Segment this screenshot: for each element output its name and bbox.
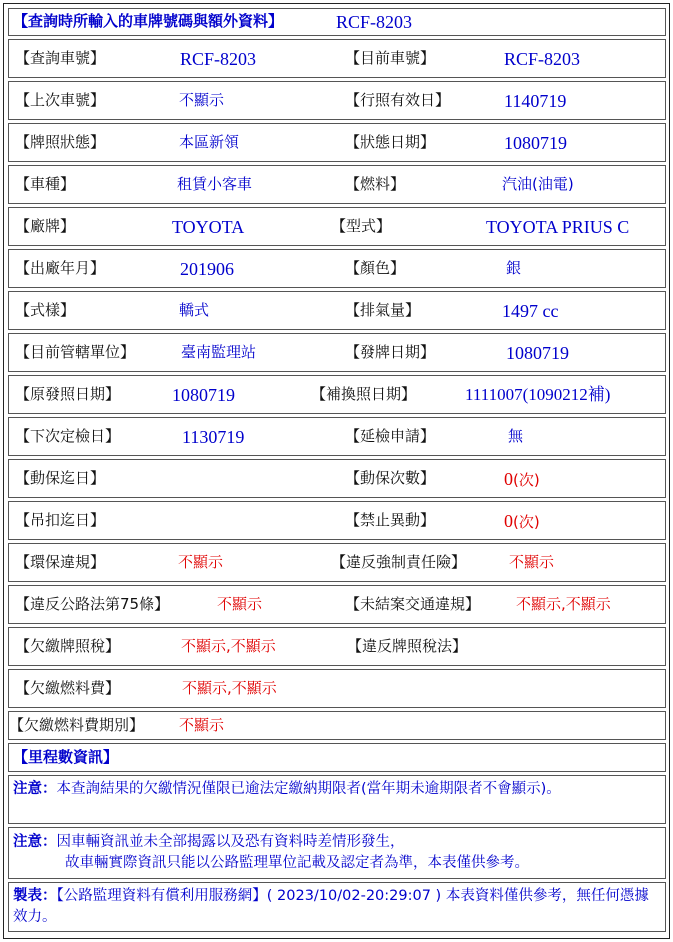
header-box bbox=[8, 8, 666, 36]
mileage-label: 【里程數資訊】 bbox=[13, 748, 119, 766]
value-environmental-violation: 不顯示 bbox=[178, 553, 224, 571]
value-model: TOYOTA PRIUS C bbox=[486, 217, 630, 237]
lien-count-number: 0 bbox=[504, 469, 513, 489]
note2-line1: 因車輛資訊並未全部揭露以及恐有資料時差情形發生， bbox=[56, 834, 405, 850]
mileage-box bbox=[8, 743, 666, 772]
label-issue-date: 【發牌日期】 bbox=[345, 343, 436, 361]
value-license-valid-date: 1140719 bbox=[504, 91, 567, 111]
label-lien-expiry: 【動保迄日】 bbox=[15, 469, 106, 487]
value-unpaid-license-tax: 不顯示,不顯示 bbox=[181, 637, 276, 655]
transfer-ban-number: 0 bbox=[504, 511, 513, 531]
value-next-inspection: 1130719 bbox=[182, 427, 245, 447]
lien-count-unit: (次) bbox=[513, 471, 540, 489]
row-unpaid-fuel-fee-period bbox=[8, 711, 666, 740]
header-plate: RCF-8203 bbox=[336, 12, 413, 32]
label-body-style: 【式樣】 bbox=[15, 301, 76, 319]
value-open-traffic-violation: 不顯示,不顯示 bbox=[516, 595, 611, 613]
note1-label: 注意： bbox=[13, 781, 57, 797]
value-issue-date: 1080719 bbox=[506, 343, 569, 363]
value-plate-status: 本區新領 bbox=[179, 133, 240, 151]
label-current-plate: 【目前車號】 bbox=[345, 49, 436, 67]
label-reissue-date: 【補換照日期】 bbox=[311, 385, 417, 403]
label-highway-act-violation: 【違反公路法第75條】 bbox=[15, 595, 170, 613]
label-unpaid-fuel-fee: 【欠繳燃料費】 bbox=[15, 679, 121, 697]
label-displacement: 【排氣量】 bbox=[345, 301, 421, 319]
note1-text: 本查詢結果的欠繳情況僅限已逾法定繳納期限者(當年期未逾期限者不會顯示)。 bbox=[56, 781, 561, 797]
value-manufacture-date: 201906 bbox=[180, 259, 234, 279]
label-query-plate: 【查詢車號】 bbox=[15, 49, 106, 67]
row-original-issue-date bbox=[8, 375, 666, 414]
label-original-issue-date: 【原發照日期】 bbox=[15, 385, 121, 403]
row-body-style bbox=[8, 291, 666, 330]
value-unpaid-fuel-fee: 不顯示,不顯示 bbox=[182, 679, 277, 697]
row-suspension-expiry bbox=[8, 501, 666, 540]
label-open-traffic-violation: 【未結案交通違規】 bbox=[345, 595, 481, 613]
label-jurisdiction: 【目前管轄單位】 bbox=[15, 343, 136, 361]
value-brand: TOYOTA bbox=[172, 217, 245, 237]
footer bbox=[13, 886, 659, 928]
transfer-ban-unit: (次) bbox=[513, 513, 540, 531]
value-last-plate: 不顯示 bbox=[179, 91, 225, 109]
footer-text: 【公路監理資料有償利用服務網】( 2023/10/02-20:29:07 ) 本表資料僅供參考，無任何憑據效力。 bbox=[13, 888, 649, 925]
value-vehicle-type: 租賃小客車 bbox=[177, 175, 253, 193]
label-plate-status: 【牌照狀態】 bbox=[15, 133, 106, 151]
label-next-inspection: 【下次定檢日】 bbox=[15, 427, 121, 445]
row-plate-status bbox=[8, 123, 666, 162]
note2-box bbox=[8, 827, 666, 879]
header-title: 【查詢時所輸入的車牌號碼與額外資料】 bbox=[13, 12, 284, 30]
label-inspection-extension: 【延檢申請】 bbox=[345, 427, 436, 445]
row-next-inspection bbox=[8, 417, 666, 456]
label-manufacture-date: 【出廠年月】 bbox=[15, 259, 106, 277]
label-vehicle-type: 【車種】 bbox=[15, 175, 76, 193]
label-suspension-expiry: 【吊扣迄日】 bbox=[15, 511, 106, 529]
row-unpaid-license-tax bbox=[8, 627, 666, 666]
label-license-tax-violation: 【違反牌照稅法】 bbox=[347, 637, 468, 655]
label-last-plate: 【上次車號】 bbox=[15, 91, 106, 109]
label-transfer-ban: 【禁止異動】 bbox=[345, 511, 436, 529]
row-environmental-violation bbox=[8, 543, 666, 582]
label-fuel: 【燃料】 bbox=[345, 175, 406, 193]
row-last-plate bbox=[8, 81, 666, 120]
row-highway-act-violation bbox=[8, 585, 666, 624]
row-unpaid-fuel-fee bbox=[8, 669, 666, 708]
label-lien-count: 【動保次數】 bbox=[345, 469, 436, 487]
row-brand bbox=[8, 207, 666, 246]
footer-label: 製表： bbox=[13, 888, 57, 904]
note1-box bbox=[8, 775, 666, 824]
value-query-plate: RCF-8203 bbox=[180, 49, 257, 69]
value-highway-act-violation: 不顯示 bbox=[217, 595, 263, 613]
label-license-valid-date: 【行照有效日】 bbox=[345, 91, 451, 109]
label-unpaid-license-tax: 【欠繳牌照稅】 bbox=[15, 637, 121, 655]
value-fuel: 汽油(油電) bbox=[502, 175, 574, 193]
label-model: 【型式】 bbox=[331, 217, 392, 235]
label-status-date: 【狀態日期】 bbox=[345, 133, 436, 151]
label-environmental-violation: 【環保違規】 bbox=[15, 553, 106, 571]
label-insurance-violation: 【違反強制責任險】 bbox=[331, 553, 467, 571]
row-jurisdiction bbox=[8, 333, 666, 372]
value-status-date: 1080719 bbox=[504, 133, 567, 153]
label-brand: 【廠牌】 bbox=[15, 217, 76, 235]
note2 bbox=[13, 832, 659, 874]
value-current-plate: RCF-8203 bbox=[504, 49, 581, 69]
footer-box bbox=[8, 882, 666, 932]
row-manufacture-date bbox=[8, 249, 666, 288]
value-body-style: 轎式 bbox=[179, 301, 210, 319]
value-lien-count bbox=[504, 470, 540, 488]
value-insurance-violation: 不顯示 bbox=[509, 553, 555, 571]
note2-label: 注意： bbox=[13, 834, 57, 850]
row-vehicle-type bbox=[8, 165, 666, 204]
value-inspection-extension: 無 bbox=[508, 427, 524, 445]
value-color: 銀 bbox=[506, 259, 522, 277]
label-color: 【顏色】 bbox=[345, 259, 406, 277]
note1 bbox=[13, 779, 659, 800]
note2-line2: 故車輛實際資訊只能以公路監理單位記載及認定者為準，本表僅供參考。 bbox=[65, 855, 529, 871]
row-lien-expiry bbox=[8, 459, 666, 498]
value-transfer-ban bbox=[504, 512, 540, 530]
row-query-plate bbox=[8, 39, 666, 78]
label-unpaid-fuel-fee-period: 【欠繳燃料費期別】 bbox=[9, 716, 145, 734]
value-displacement: 1497 cc bbox=[502, 301, 559, 321]
value-unpaid-fuel-fee-period: 不顯示 bbox=[179, 716, 225, 734]
value-original-issue-date: 1080719 bbox=[172, 385, 235, 405]
value-reissue-date: 1111007(1090212補) bbox=[465, 385, 611, 404]
value-jurisdiction: 臺南監理站 bbox=[181, 343, 257, 361]
